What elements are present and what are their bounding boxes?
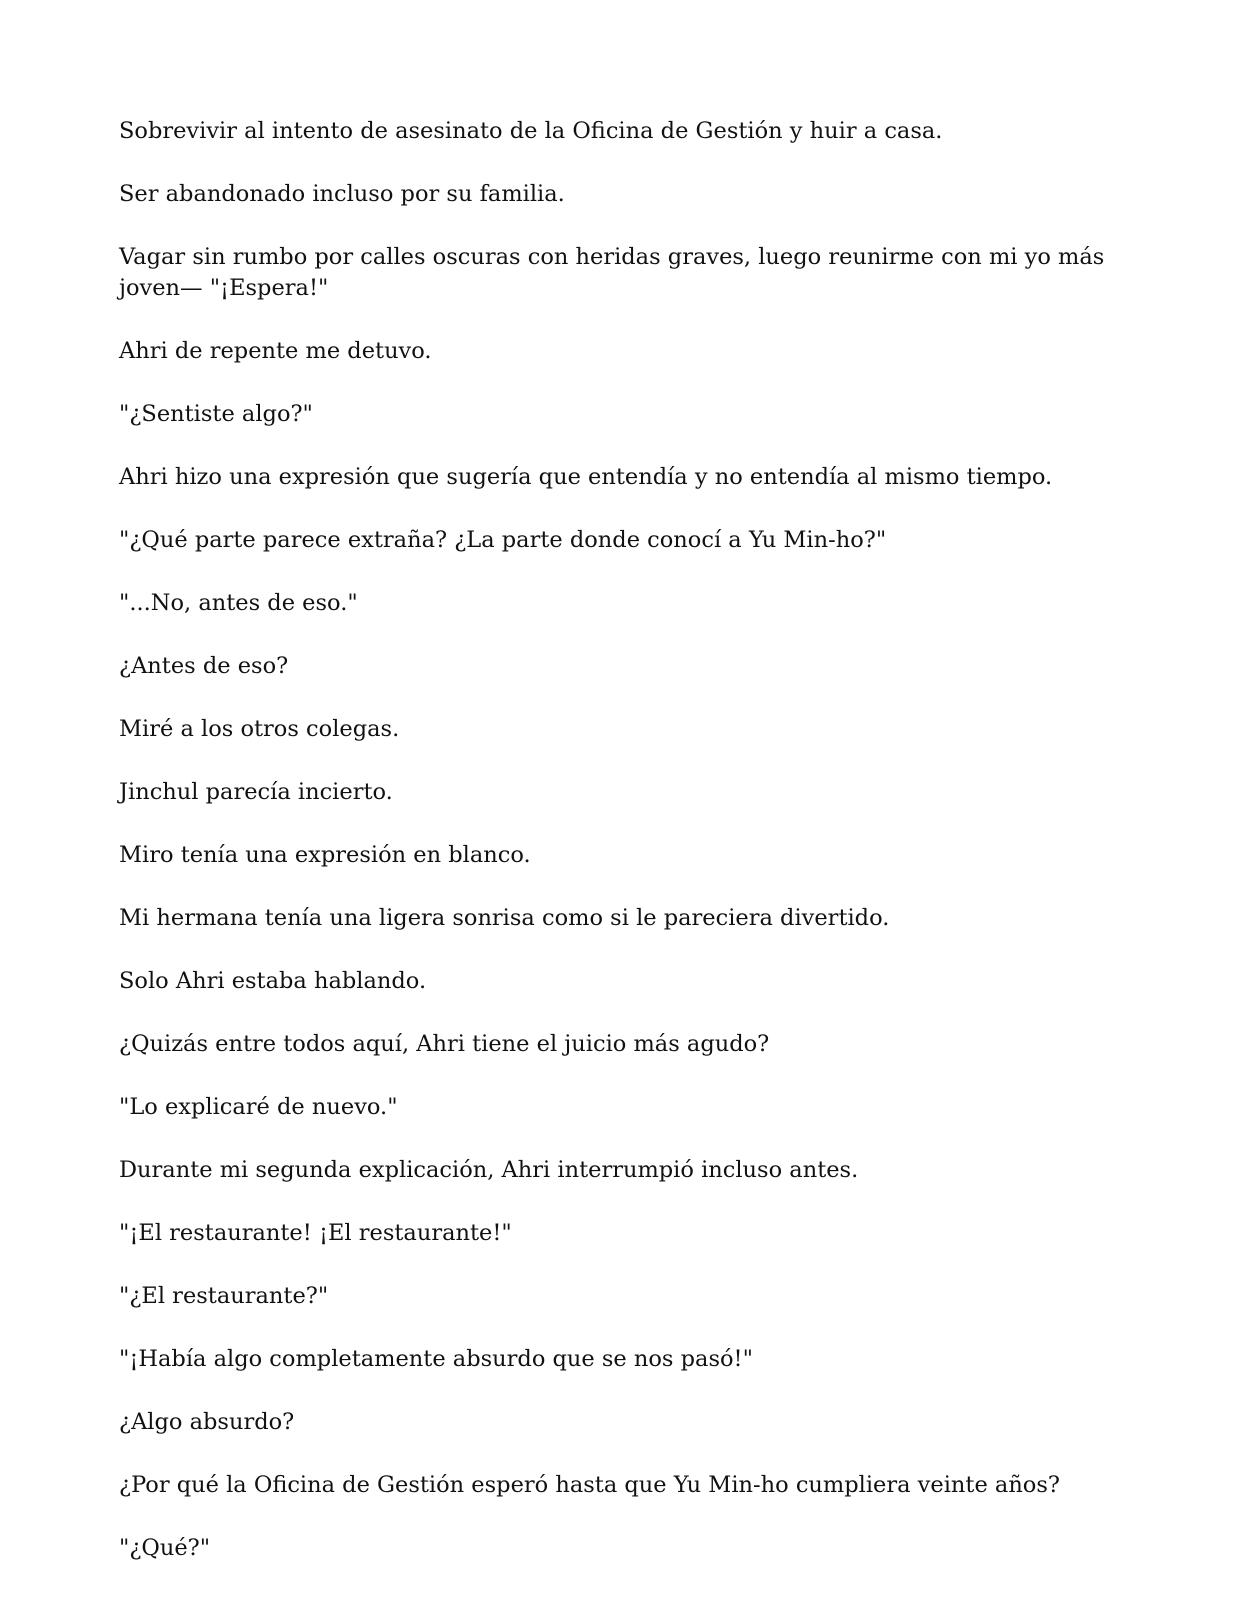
paragraph: "...No, antes de eso." bbox=[119, 590, 358, 616]
paragraph: "Lo explicaré de nuevo." bbox=[119, 1094, 398, 1120]
paragraph: Jinchul parecía incierto. bbox=[119, 779, 393, 805]
paragraph: ¿Quizás entre todos aquí, Ahri tiene el juicio más agudo? bbox=[119, 1031, 770, 1057]
paragraph: "¿Sentiste algo?" bbox=[119, 401, 313, 427]
paragraph: Sobrevivir al intento de asesinato de la Oficina de Gestión y huir a casa. bbox=[119, 118, 943, 144]
paragraph: "¡El restaurante! ¡El restaurante!" bbox=[119, 1220, 512, 1246]
document-body bbox=[119, 116, 1129, 1596]
paragraph: ¿Algo absurdo? bbox=[119, 1409, 295, 1435]
paragraph: Ahri de repente me detuvo. bbox=[119, 338, 432, 364]
paragraph: Mi hermana tenía una ligera sonrisa como si le pareciera divertido. bbox=[119, 905, 890, 931]
paragraph: Ser abandonado incluso por su familia. bbox=[119, 181, 565, 207]
paragraph: Vagar sin rumbo por calles oscuras con heridas graves, luego reunirme con mi yo más joven— "¡Espera!" bbox=[119, 244, 1105, 301]
paragraph: "¡Había algo completamente absurdo que se nos pasó!" bbox=[119, 1346, 753, 1372]
paragraph: Solo Ahri estaba hablando. bbox=[119, 968, 427, 994]
paragraph: "¿Qué?" bbox=[119, 1535, 211, 1561]
paragraph: "¿El restaurante?" bbox=[119, 1283, 329, 1309]
paragraph: ¿Por qué la Oficina de Gestión esperó hasta que Yu Min-ho cumpliera veinte años? bbox=[119, 1472, 1060, 1498]
paragraph: Miré a los otros colegas. bbox=[119, 716, 400, 742]
paragraph: "¿Qué parte parece extraña? ¿La parte donde conocí a Yu Min-ho?" bbox=[119, 527, 887, 553]
paragraph: ¿Antes de eso? bbox=[119, 653, 289, 679]
paragraph: Ahri hizo una expresión que sugería que entendía y no entendía al mismo tiempo. bbox=[119, 464, 1053, 490]
paragraph: Miro tenía una expresión en blanco. bbox=[119, 842, 531, 868]
paragraph: Durante mi segunda explicación, Ahri interrumpió incluso antes. bbox=[119, 1157, 859, 1183]
